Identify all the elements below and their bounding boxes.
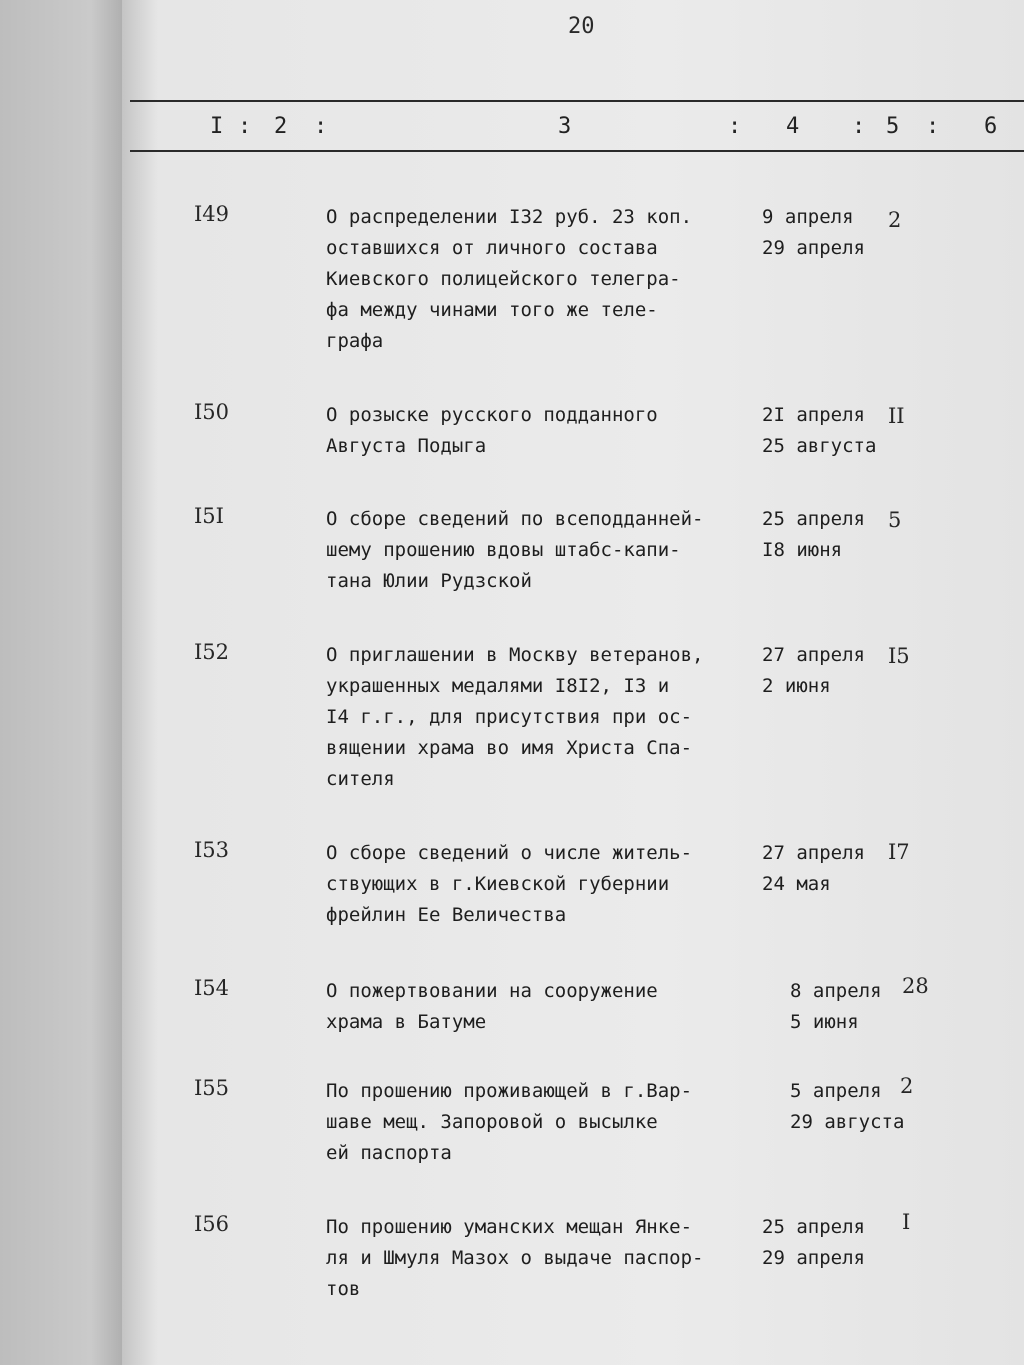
- entry-number: I52: [194, 640, 230, 664]
- entry-title: О сборе сведений по всеподданней- шему прошению вдовы штабс-капи- тана Юлии Рудзской: [326, 508, 704, 592]
- entry-dates: 9 апреля 29 апреля: [762, 206, 865, 259]
- entry-sheets: 28: [902, 974, 929, 998]
- entry-number: I53: [194, 838, 230, 862]
- entry-number: I50: [194, 400, 230, 424]
- col-sep: :: [728, 114, 742, 139]
- entry-dates: 27 апреля 2 июня: [762, 644, 865, 697]
- page-number: 20: [568, 14, 595, 39]
- entry-dates: 2I апреля 25 августа: [762, 404, 877, 457]
- col-3-head: 3: [558, 114, 572, 139]
- header-top-rule: [130, 100, 1024, 102]
- col-4-head: 4: [786, 114, 800, 139]
- entry-number: I56: [194, 1212, 230, 1236]
- entry-dates: 25 апреля I8 июня: [762, 508, 865, 561]
- entry-sheets: I5: [888, 644, 910, 668]
- entry-dates: 8 апреля 5 июня: [790, 980, 882, 1033]
- entry-sheets: 2: [888, 208, 902, 232]
- col-sep: :: [314, 114, 328, 139]
- entry-title: О распределении I32 руб. 23 коп. оставшихся от личного состава Киевского полицейского телегра- фа между чинами того же теле- графа: [326, 206, 693, 352]
- entry-sheets: II: [888, 404, 905, 428]
- entry-title: О сборе сведений о числе житель- ствующих в г.Киевской губернии фрейлин Ее Величества: [326, 842, 693, 926]
- entry-number: I49: [194, 202, 230, 226]
- entry-number: I54: [194, 976, 230, 1000]
- entry-sheets: I7: [888, 840, 910, 864]
- entry-sheets: 2: [900, 1074, 914, 1098]
- col-sep: :: [852, 114, 866, 139]
- col-5-head: 5: [886, 114, 900, 139]
- entry-dates: 5 апреля 29 августа: [790, 1080, 905, 1133]
- col-2-head: 2: [274, 114, 288, 139]
- entry-title: О приглашении в Москву ветеранов, украшенных медалями I8I2, I3 и I4 г.г., для присутствия при ос- вящении храма во имя Христа Спа- сителя: [326, 644, 704, 790]
- entry-sheets: I: [902, 1210, 911, 1234]
- entry-title: По прошению проживающей в г.Вар- шаве мещ. Запоровой о высылке ей паспорта: [326, 1080, 693, 1164]
- entry-title: О розыске русского подданного Августа Подыга: [326, 404, 658, 457]
- col-1-head: I: [210, 114, 224, 139]
- entry-sheets: 5: [888, 508, 902, 532]
- entry-number: I5I: [194, 504, 224, 528]
- entry-number: I55: [194, 1076, 230, 1100]
- previous-page-edge: [0, 0, 130, 1365]
- entry-title: О пожертвовании на сооружение храма в Батуме: [326, 980, 658, 1033]
- col-sep: :: [926, 114, 940, 139]
- col-6-head: 6: [984, 114, 998, 139]
- entry-title: По прошению уманских мещан Янке- ля и Шмуля Мазох о выдаче паспор- тов: [326, 1216, 704, 1300]
- col-sep: :: [238, 114, 252, 139]
- entry-dates: 27 апреля 24 мая: [762, 842, 865, 895]
- header-bottom-rule: [130, 150, 1024, 152]
- entry-dates: 25 апреля 29 апреля: [762, 1216, 865, 1269]
